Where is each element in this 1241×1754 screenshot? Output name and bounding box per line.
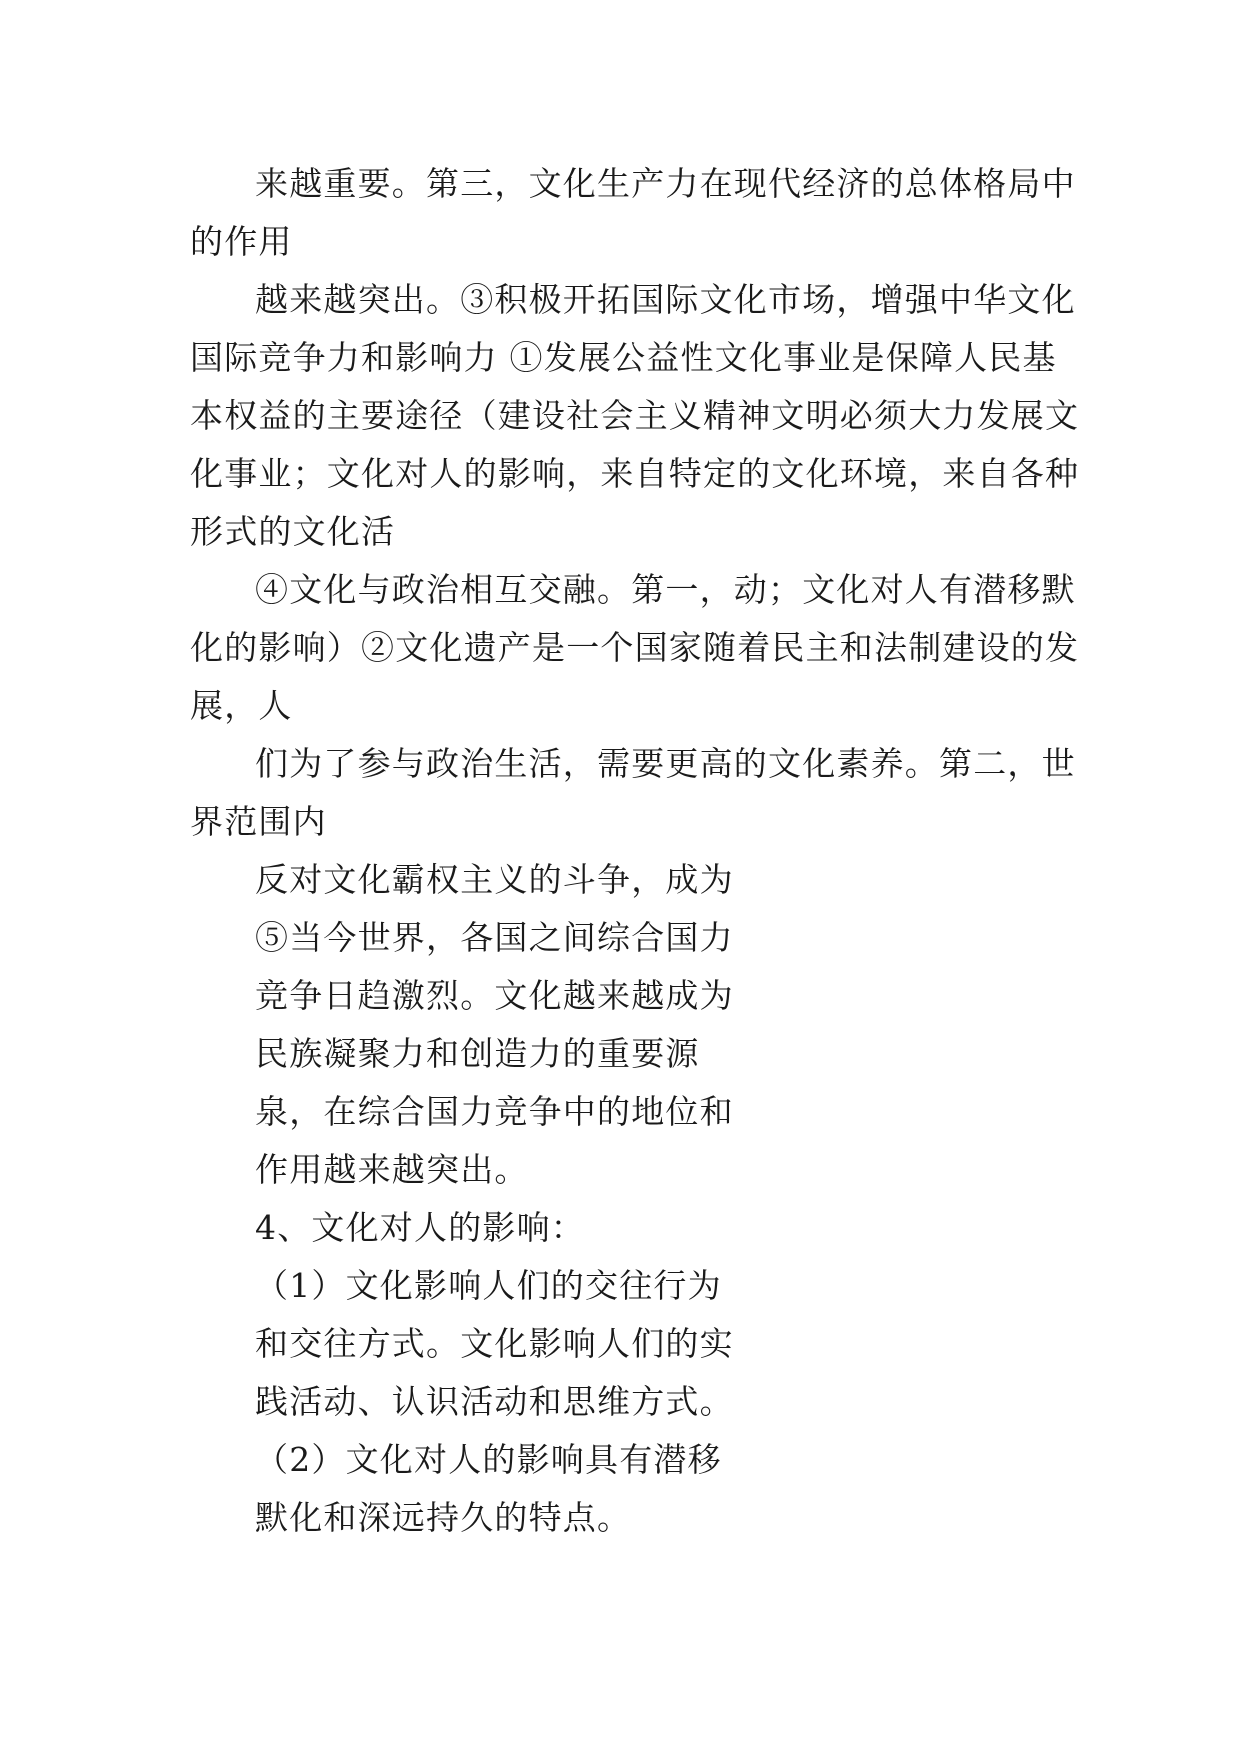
text-line: 民族凝聚力和创造力的重要源: [255, 1034, 700, 1073]
text-line: 化的影响）②文化遗产是一个国家随着民主和法制建设的发: [190, 628, 1080, 667]
text-line: 国际竞争力和影响力 ①发展公益性文化事业是保障人民基: [190, 338, 1057, 377]
text-line: 的作用: [190, 222, 293, 261]
text-line: 展，人: [190, 686, 293, 725]
text-line: 形式的文化活: [190, 512, 396, 551]
text-line: 界范围内: [190, 802, 327, 841]
text-line: 作用越来越突出。: [255, 1150, 529, 1189]
text-line: 和交往方式。文化影响人们的实: [255, 1324, 734, 1363]
text-line: （2）文化对人的影响具有潜移: [255, 1440, 722, 1479]
text-line: 践活动、认识活动和思维方式。: [255, 1382, 734, 1421]
text-line: 本权益的主要途径（建设社会主义精神文明必须大力发展文: [190, 396, 1080, 435]
text-line: 竞争日趋激烈。文化越来越成为: [255, 976, 734, 1015]
text-line: ⑤当今世界，各国之间综合国力: [255, 918, 734, 957]
text-line: 们为了参与政治生活，需要更高的文化素养。第二，世: [255, 744, 1076, 783]
text-line: 默化和深远持久的特点。: [255, 1498, 632, 1537]
text-line: 化事业；文化对人的影响，来自特定的文化环境，来自各种: [190, 454, 1080, 493]
text-line: 来越重要。第三，文化生产力在现代经济的总体格局中: [255, 164, 1076, 203]
text-line: 越来越突出。③积极开拓国际文化市场，增强中华文化: [255, 280, 1076, 319]
text-line: 4、文化对人的影响：: [255, 1208, 585, 1247]
text-line: （1）文化影响人们的交往行为: [255, 1266, 722, 1305]
text-line: 反对文化霸权主义的斗争，成为: [255, 860, 734, 899]
text-line: 泉，在综合国力竞争中的地位和: [255, 1092, 734, 1131]
text-line: ④文化与政治相互交融。第一，动；文化对人有潜移默: [255, 570, 1076, 609]
